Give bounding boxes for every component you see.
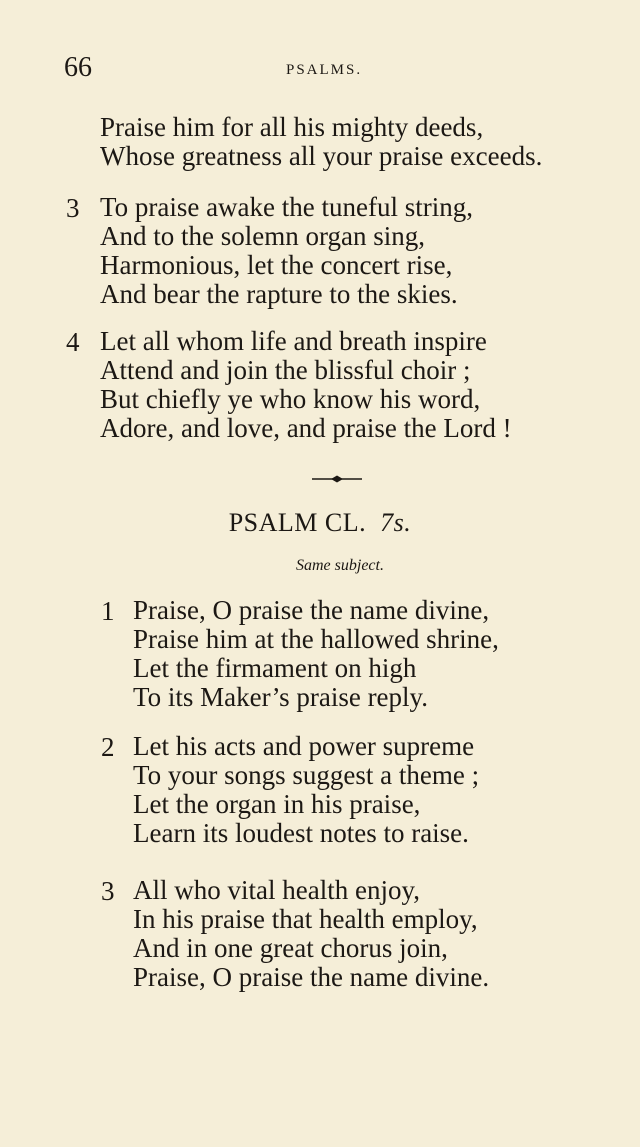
verse-line: Let all whom life and breath inspire: [100, 326, 487, 356]
verse-line: Whose greatness all your praise exceeds.: [100, 141, 543, 171]
verse-line: Praise him at the hallowed shrine,: [133, 624, 499, 654]
psalm-subtitle: Same subject.: [296, 557, 384, 574]
stanza-1: [101, 595, 499, 712]
verse-line: And in one great chorus join,: [133, 933, 448, 963]
verse-line: Praise, O praise the name divine.: [133, 962, 490, 992]
verse-line: Attend and join the blissful choir ;: [100, 355, 471, 385]
verse-line: Let his acts and power supreme: [133, 731, 475, 761]
verse-line: Adore, and love, and praise the Lord !: [100, 413, 512, 443]
verse-line: And bear the rapture to the skies.: [100, 279, 458, 309]
continued-stanza: [100, 113, 542, 171]
verse-line: To its Maker’s praise reply.: [133, 682, 429, 712]
psalm-meter: 7s.: [380, 508, 412, 537]
stanza-2: [101, 731, 480, 848]
verse-line: And to the solemn organ sing,: [100, 221, 425, 251]
running-head: PSALMS.: [286, 62, 363, 78]
verse-line: To praise awake the tuneful string,: [100, 192, 473, 222]
psalm-title: PSALM CL.: [228, 508, 367, 537]
stanza-3: [66, 192, 473, 309]
stanza-number: 3: [66, 193, 80, 223]
verse-line: Learn its loudest notes to raise.: [133, 818, 469, 848]
verse-line: Praise him for all his mighty deeds,: [100, 112, 484, 142]
psalm-heading: [0, 508, 640, 538]
stanza-4: [66, 326, 512, 443]
stanza-number: 2: [101, 732, 115, 762]
verse-line: But chiefly ye who know his word,: [100, 384, 481, 414]
stanza-number: 1: [101, 596, 115, 626]
page-header: [64, 52, 564, 88]
verse-line: Let the organ in his praise,: [133, 789, 421, 819]
verse-line: Praise, O praise the name divine,: [133, 595, 490, 625]
verse-line: Let the firmament on high: [133, 653, 417, 683]
page-number: 66: [64, 52, 92, 83]
verse-line: In his praise that health employ,: [133, 904, 478, 934]
verse-line: All who vital health enjoy,: [133, 875, 420, 905]
verse-line: Harmonious, let the concert rise,: [100, 250, 453, 280]
stanza-number: 4: [66, 327, 80, 357]
section-divider-ornament: [312, 473, 362, 485]
stanza-3-second-psalm: [101, 875, 490, 992]
stanza-number: 3: [101, 876, 115, 906]
verse-line: To your songs suggest a theme ;: [133, 760, 480, 790]
